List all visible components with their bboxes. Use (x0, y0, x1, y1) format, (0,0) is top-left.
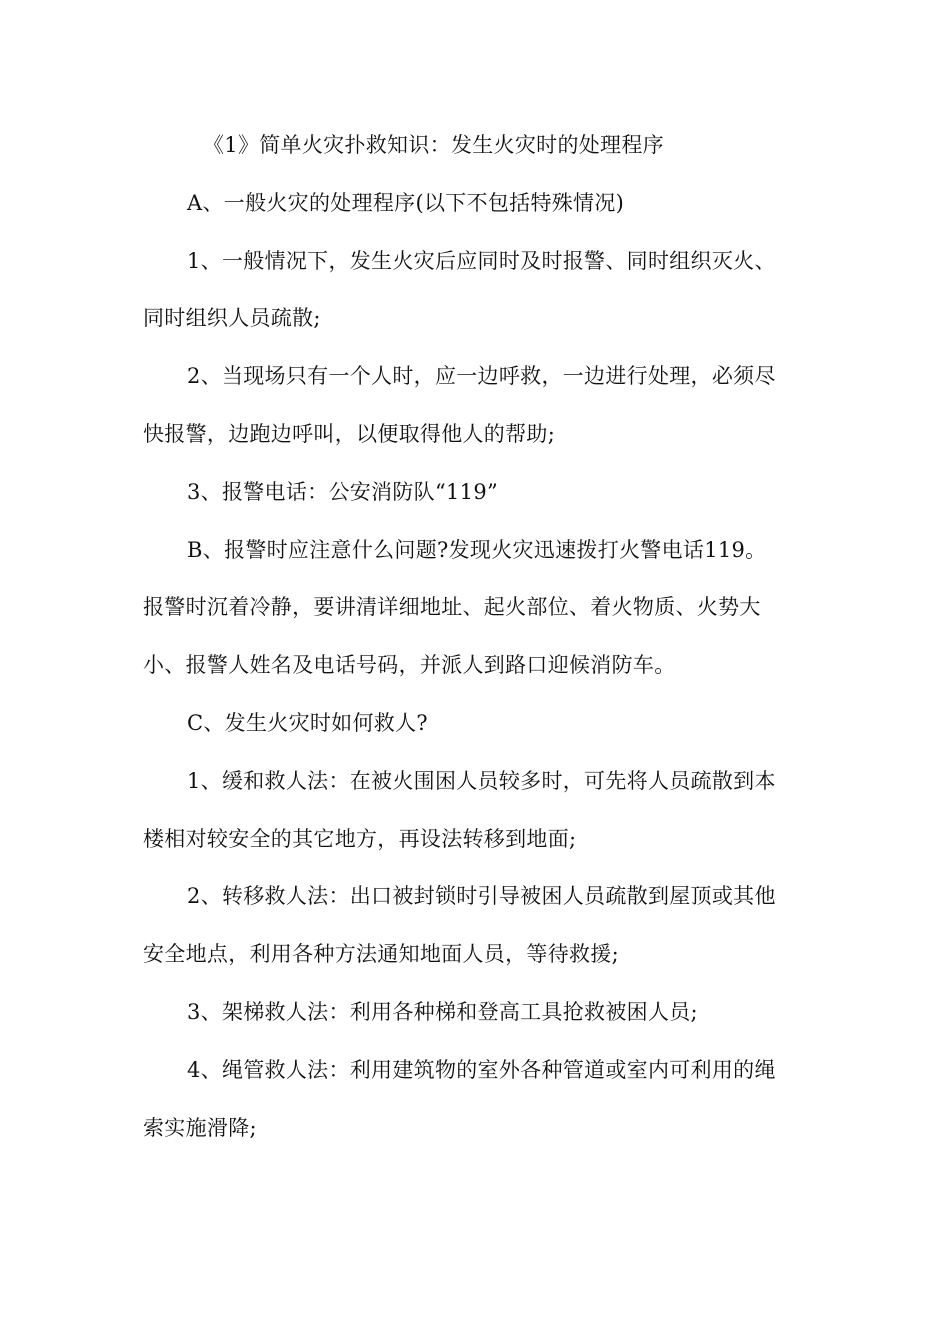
paragraph-a3: 3、报警电话：公安消防队“119” (187, 479, 499, 504)
paragraph-c1: 1、缓和救人法：在被火围困人员较多时，可先将人员疏散到本楼相对较安全的其它地方，再设法转移到地面; (143, 768, 776, 851)
paragraph-c2: 2、转移救人法：出口被封锁时引导被困人员疏散到屋顶或其他安全地点，利用各种方法通知地面人员，等待救援; (143, 884, 776, 967)
paragraph-a1: 1、一般情况下，发生火灾后应同时及时报警、同时组织灭火、同时组织人员疏散; (143, 248, 776, 331)
paragraph-a2: 2、当现场只有一个人时，应一边呼救，一边进行处理，必须尽快报警，边跑边呼叫，以便取得他人的帮助; (143, 364, 776, 446)
paragraph-c3: 3、架梯救人法：利用各种梯和登高工具抢救被困人员; (187, 999, 698, 1024)
section-b-paragraph: B、报警时应注意什么问题?发现火灾迅速拨打火警电话119。报警时沉着冷静，要讲清详细地址、起火部位、着火物质、火势大小、报警人姓名及电话号码，并派人到路口迎候消防车。 (143, 537, 767, 678)
document-heading: 《1》简单火灾扑救知识：发生火灾时的处理程序 (203, 133, 664, 157)
document-body (143, 117, 783, 1157)
section-c-heading: C、发生火灾时如何救人? (187, 710, 428, 735)
section-a-heading: A、一般火灾的处理程序(以下不包括特殊情况) (187, 190, 625, 215)
paragraph-c4: 4、绳管救人法：利用建筑物的室外各种管道或室内可利用的绳索实施滑降; (143, 1057, 776, 1140)
